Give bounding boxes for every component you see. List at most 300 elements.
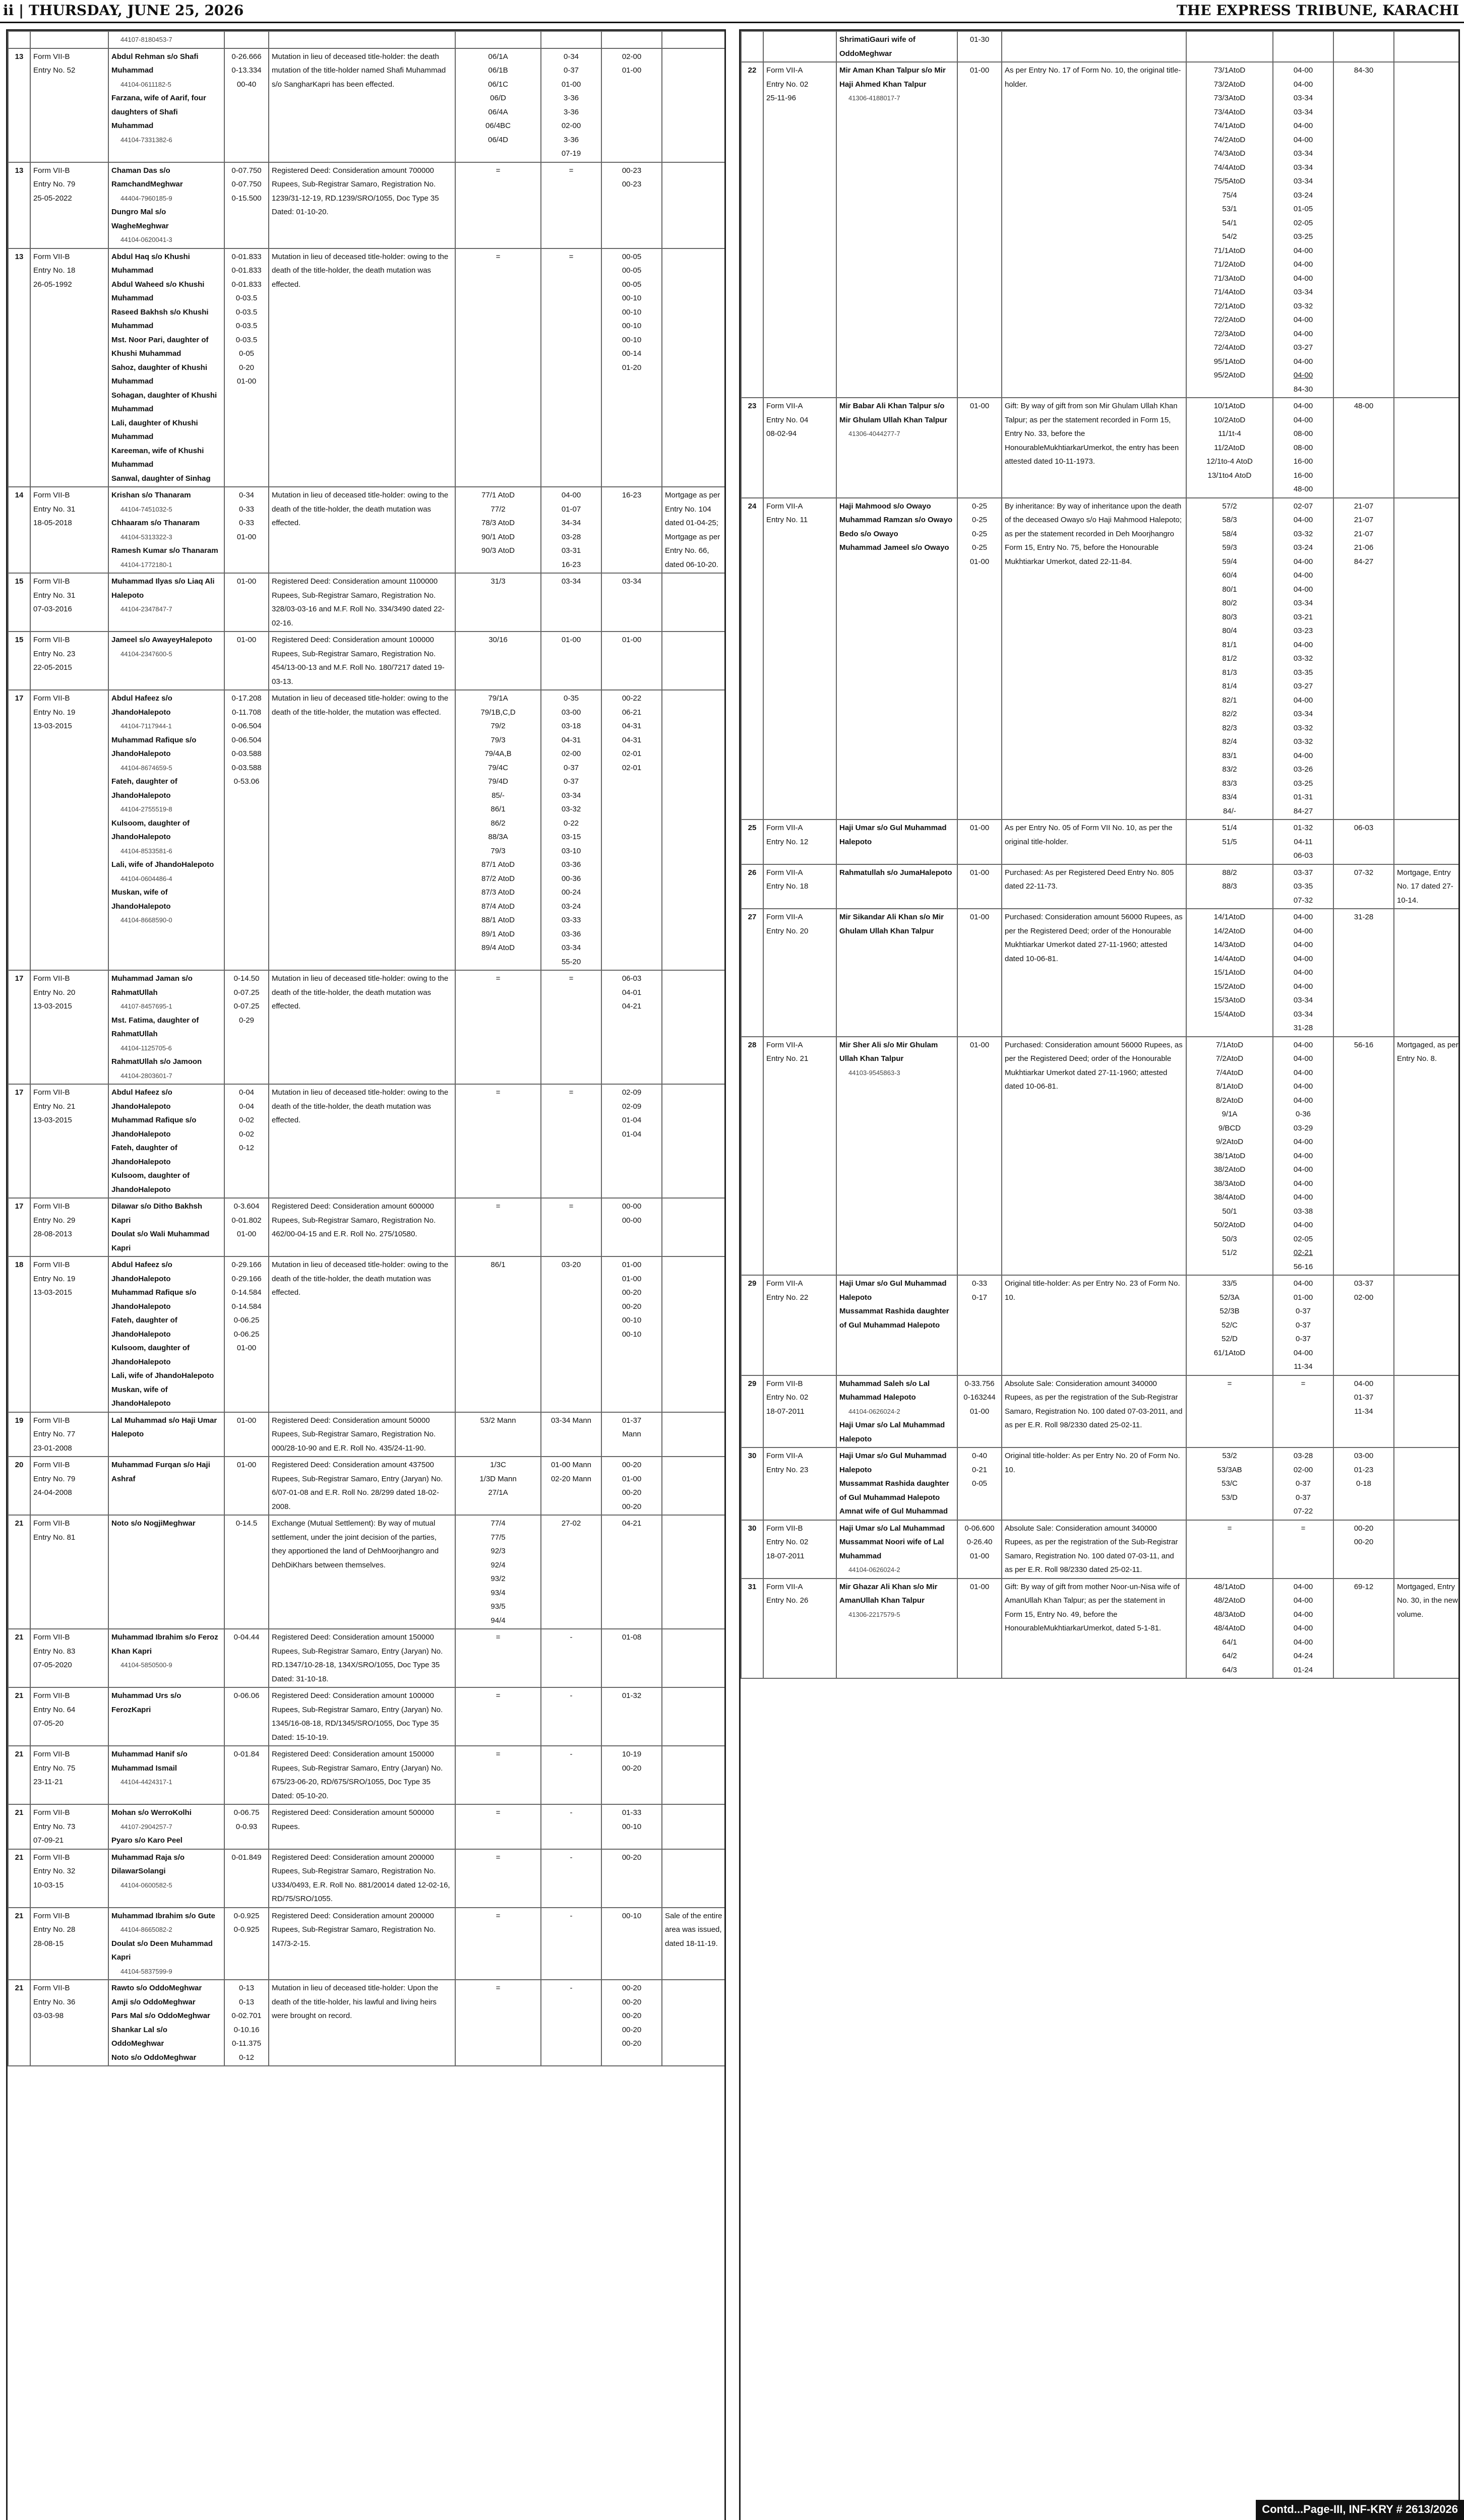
entry-line: 03-03-98 [33, 2011, 64, 2020]
share-value: 01-00 [969, 1407, 990, 1416]
survey-number: 48/1AtoD [1213, 1582, 1246, 1591]
owner-name: Sanwal, daughter of Sinhag [111, 474, 211, 483]
serial-number-cell: 21 [8, 1908, 30, 1980]
page-header [0, 0, 1464, 23]
assessment-value: 01-00 [622, 1474, 642, 1483]
survey-number: 81/4 [1222, 682, 1237, 690]
survey-number: 72/2AtoD [1213, 316, 1246, 324]
entry-line: Entry No. 28 [33, 1925, 76, 1934]
survey-number: 51/2 [1222, 1248, 1237, 1257]
area-value: 08-00 [1293, 443, 1313, 452]
assessment-value: 00-10 [622, 307, 642, 317]
survey-number: 72/4AtoD [1213, 343, 1246, 352]
assessment-value: 48-00 [1354, 402, 1374, 410]
area-value: 01-00 [561, 636, 581, 644]
entry-cell [30, 487, 108, 573]
cnic-number: 44104-5850500-9 [120, 1661, 172, 1669]
assessment-cell [1333, 909, 1394, 1037]
share-cell [957, 1447, 1002, 1520]
share-value: 0-17.208 [231, 694, 262, 703]
share-value: 0-03.5 [235, 335, 258, 344]
entry-line: Entry No. 83 [33, 1647, 76, 1656]
entry-line: Form VII-B [33, 974, 70, 983]
survey-number: 82/2 [1222, 710, 1237, 718]
share-cell [224, 1746, 269, 1804]
share-cell [224, 1687, 269, 1746]
area-value: 03-32 [1293, 737, 1313, 746]
description-cell: Exchange (Mutual Settlement): By way of mutual settlement, under the joint decision of the parties, they apportioned the land of DehMoorjhangro and DehDiKhars between themselves. [269, 1515, 455, 1629]
area-value: 08-00 [1293, 429, 1313, 438]
survey-number: 48/4AtoD [1213, 1624, 1246, 1632]
share-cell [224, 1980, 269, 2066]
share-value: 0-25 [971, 501, 988, 511]
entry-line: 07-05-20 [33, 1719, 64, 1728]
assessment-value: 01-23 [1354, 1465, 1374, 1474]
owner-name: Abdul Hafeez s/o JhandoHalepoto [111, 1088, 172, 1111]
entry-line: 13-03-2015 [33, 1288, 72, 1297]
owner-cell [108, 162, 224, 248]
area-value: 31-28 [1293, 1024, 1313, 1032]
assessment-value: 00-20 [622, 1461, 642, 1469]
record-row [8, 1198, 726, 1256]
serial-number-cell: 17 [8, 690, 30, 970]
share-cell [224, 1256, 269, 1412]
entry-cell [30, 1256, 108, 1412]
area-value: 04-00 [1293, 940, 1313, 949]
serial-number-cell: 24 [741, 498, 763, 820]
assessment-value: 04-21 [622, 1002, 642, 1011]
survey-number: 87/3 AtoD [481, 888, 515, 897]
survey-number: 15/2AtoD [1213, 982, 1246, 991]
area-value: 55-20 [561, 957, 581, 966]
share-value: 0-14.50 [233, 974, 260, 983]
cnic-number: 44104-7331382-6 [120, 136, 172, 144]
description-cell: Original title-holder: As per Entry No. 20 of Form No. 10. [1002, 1447, 1186, 1520]
remarks-cell [1394, 1520, 1460, 1579]
area-value: 3-36 [563, 94, 579, 102]
survey-number: 15/4AtoD [1213, 1010, 1246, 1019]
serial-number-cell: 21 [8, 1849, 30, 1908]
entry-line: Entry No. 20 [33, 988, 76, 997]
share-value: 0-34 [238, 491, 255, 499]
survey-number: 82/4 [1222, 737, 1237, 746]
entry-cell [763, 498, 836, 820]
owner-name: Shankar Lal s/o OddoMeghwar [111, 2025, 167, 2048]
survey-number: 53/3AB [1217, 1465, 1242, 1474]
survey-number: 53/2 Mann [480, 1416, 516, 1425]
owner-name: Bedo s/o Owayo [839, 529, 898, 538]
entry-line: 18-05-2018 [33, 519, 72, 527]
survey-number: 38/1AtoD [1213, 1151, 1246, 1160]
survey-number: 79/3 [491, 846, 506, 855]
survey-number-cell [455, 1256, 541, 1412]
area-value: - [570, 1853, 573, 1862]
survey-number: 84/- [1223, 806, 1236, 815]
share-value: 01-00 [236, 1461, 257, 1469]
assessment-value: 00-20 [1354, 1524, 1374, 1533]
owner-name: Amnat wife of Gul Muhammad [839, 1507, 948, 1516]
area-value: 04-00 [1293, 1348, 1313, 1357]
area-value: = [569, 1088, 574, 1097]
assessment-cell [601, 1746, 662, 1804]
survey-number: 30/16 [489, 636, 508, 644]
survey-number: 31/3 [491, 577, 506, 586]
remarks-cell [662, 1256, 726, 1412]
owner-name: Fateh, daughter of JhandoHalepoto [111, 777, 177, 800]
area-value: 04-00 [1293, 1054, 1313, 1063]
area-cell [541, 1849, 601, 1908]
survey-number: 57/2 [1222, 501, 1237, 511]
area-value: 0-37 [1295, 1320, 1311, 1330]
survey-number: 7/1AtoD [1215, 1040, 1244, 1049]
survey-number: 81/2 [1222, 654, 1237, 663]
share-cell [224, 1198, 269, 1256]
share-cell [224, 48, 269, 162]
area-cell [1273, 1037, 1333, 1276]
area-value: - [570, 1633, 573, 1642]
assessment-cell [601, 1980, 662, 2066]
survey-number: 88/3A [488, 833, 508, 841]
survey-number: 33/5 [1222, 1279, 1237, 1288]
remarks-cell [662, 1980, 726, 2066]
cnic-number: 44104-0600582-5 [120, 1881, 172, 1889]
entry-line: Form VII-B [33, 166, 70, 175]
page-folio-date: ii | THURSDAY, JUNE 25, 2026 [3, 2, 244, 19]
assessment-cell [1333, 498, 1394, 820]
area-value: 03-34 [561, 791, 581, 800]
assessment-value: 11-34 [1354, 1407, 1373, 1416]
area-value: 06-03 [1293, 851, 1313, 860]
cnic-number: 44104-1125705-6 [120, 1044, 172, 1052]
assessment-cell [601, 1457, 662, 1515]
entry-line: Form VII-B [33, 1461, 70, 1469]
assessment-value: 00-20 [622, 1853, 642, 1862]
area-value: 04-00 [1293, 1624, 1313, 1632]
continuation-footer: Contd...Page-III, INF-KRY # 2613/2026 [1256, 2500, 1464, 2520]
cnic-number: 44104-5313322-3 [120, 533, 172, 541]
owner-name: Muhammad Raja s/o DilawarSolangi [111, 1853, 185, 1875]
serial-number-cell: 29 [741, 1275, 763, 1375]
survey-number: 83/2 [1222, 765, 1237, 774]
area-value: 04-00 [1293, 274, 1313, 283]
survey-number: 51/4 [1222, 824, 1237, 832]
description-cell: Registered Deed: Consideration amount 100000 Rupees, Sub-Registrar Samaro, Entry (Jaryan) No. 1345/16-08-18, RD/1345/SRO/1055, Doc Type 35 Dated: 15-10-19. [269, 1687, 455, 1746]
share-value: 0-33.756 [964, 1379, 995, 1388]
entry-line: Form VII-A [766, 1452, 803, 1460]
share-cell [957, 1037, 1002, 1276]
cnic-number: 44104-1772180-1 [120, 560, 172, 569]
right-column [739, 29, 1460, 2520]
entry-cell [30, 1980, 108, 2066]
assessment-cell [601, 487, 662, 573]
share-value: 01-00 [236, 377, 257, 386]
assessment-value: 00-20 [622, 1288, 642, 1297]
area-value: 03-10 [561, 846, 581, 855]
entry-line: Form VII-A [766, 1582, 803, 1591]
assessment-value: 01-00 [622, 1274, 642, 1283]
survey-number: 75/4 [1222, 191, 1237, 200]
area-cell [541, 690, 601, 970]
area-value: 04-00 [1293, 1193, 1313, 1202]
area-value: 04-00 [1293, 640, 1313, 649]
area-value: 04-00 [1293, 329, 1313, 338]
area-cell [1273, 864, 1333, 909]
entry-line: Entry No. 23 [766, 1465, 809, 1474]
assessment-value: 00-10 [622, 294, 642, 302]
share-value: 0-13.334 [231, 66, 262, 75]
record-row [741, 864, 1460, 909]
area-value: 04-00 [1293, 1068, 1313, 1077]
survey-number-cell [1186, 1447, 1273, 1520]
remarks-cell: Mortgage, Entry No. 17 dated 27-10-14. [1394, 864, 1460, 909]
survey-number: 90/1 AtoD [481, 532, 515, 541]
share-value: 01-00 [236, 532, 257, 541]
entry-line: Form VII-A [766, 1040, 803, 1049]
area-value: 03-31 [561, 546, 581, 555]
owner-name: Lali, daughter of Khushi Muhammad [111, 418, 198, 441]
area-value: 04-00 [1293, 557, 1313, 566]
area-value: 04-00 [1293, 954, 1313, 963]
remarks-cell [662, 690, 726, 970]
area-value: 01-00 Mann [551, 1461, 592, 1469]
survey-number: = [496, 1691, 501, 1700]
survey-number-cell [455, 690, 541, 970]
description-cell: Purchased: Consideration amount 56000 Rupees, as per the Registered Deed; order of the Honourable Mukhtiarkar Umerkot dated 27-11-1960; attested dated 10-06-81. [1002, 909, 1186, 1037]
owner-cell [108, 1746, 224, 1804]
area-value: 03-20 [561, 1261, 581, 1269]
assessment-value: 07-32 [1354, 868, 1374, 877]
entry-line: Form VII-B [33, 1519, 70, 1528]
cnic-number: 44104-2755519-8 [120, 805, 172, 813]
share-value: 0-14.584 [231, 1288, 262, 1297]
owner-cell [108, 970, 224, 1084]
survey-number: = [496, 1911, 501, 1920]
survey-number: 83/3 [1222, 779, 1237, 788]
cnic-number: 44104-0626024-2 [848, 1407, 900, 1415]
share-value: 0-07.750 [231, 180, 262, 188]
assessment-cell [601, 1198, 662, 1256]
entry-cell [763, 1520, 836, 1579]
share-value: 01-00 [236, 636, 257, 644]
area-value: 02-00 [1293, 1465, 1313, 1474]
cnic-number: 44104-2347847-7 [120, 605, 172, 613]
survey-number: 1/3D Mann [479, 1474, 517, 1483]
entry-line: Form VII-B [33, 252, 70, 261]
area-cell [541, 48, 601, 162]
entry-line: Entry No. 81 [33, 1533, 76, 1542]
area-value: 04-00 [1293, 402, 1313, 410]
entry-cell [30, 162, 108, 248]
area-value: 04-00 [1293, 516, 1313, 524]
share-value: 0-02.701 [231, 2011, 262, 2020]
survey-number: 27/1A [488, 1488, 508, 1497]
area-value: 84-27 [1293, 806, 1313, 815]
share-value: 0-03.5 [235, 307, 258, 317]
owner-name: RahmatUllah s/o Jamoon [111, 1057, 202, 1066]
area-cell [1273, 909, 1333, 1037]
area-value: 0-37 [1295, 1335, 1311, 1343]
area-value: 07-32 [1293, 896, 1313, 905]
description-cell: Purchased: As per Registered Deed Entry No. 805 dated 22-11-73. [1002, 864, 1186, 909]
entry-cell [763, 909, 836, 1037]
owner-name: Kulsoom, daughter of JhandoHalepoto [111, 818, 190, 841]
survey-number-cell [455, 1980, 541, 2066]
owner-name: Abdul Hafeez s/o JhandoHalepoto [111, 694, 172, 717]
record-row [8, 1457, 726, 1515]
area-value: 04-00 [1293, 1082, 1313, 1091]
owner-cell [108, 1687, 224, 1746]
survey-number: = [496, 1088, 501, 1097]
owner-name: Haji Mahmood s/o Owayo [839, 501, 931, 511]
survey-number: 12/1to-4 AtoD [1206, 457, 1253, 466]
survey-number: 88/2 [1222, 868, 1237, 877]
description-cell: Gift: By way of gift from son Mir Ghulam Ullah Khan Talpur; as per the statement recorded in Form 15, Entry No. 33, before the HonourableMukhtiarkarUmerkot, the entry has been attested dated 10-11-1973. [1002, 398, 1186, 498]
owner-name: Muskan, wife of JhandoHalepoto [111, 888, 171, 911]
assessment-value: 00-00 [622, 1216, 642, 1225]
remarks-cell [662, 573, 726, 632]
area-value: 07-19 [561, 149, 581, 158]
owner-name: Muskan, wife of JhandoHalepoto [111, 1385, 171, 1408]
owner-name: ShrimatiGauri wife of OddoMeghwar [839, 35, 916, 58]
survey-number: 52/C [1222, 1320, 1238, 1330]
share-value: 0-04 [238, 1102, 255, 1111]
record-row [741, 1037, 1460, 1276]
assessment-value: 21-07 [1354, 516, 1374, 524]
owner-name: Ramesh Kumar s/o Thanaram [111, 546, 218, 555]
owner-cell [108, 1198, 224, 1256]
description-cell: Registered Deed: Consideration amount 200000 Rupees, Sub-Registrar Samaro, Registration No. 147/3-2-15. [269, 1908, 455, 1980]
area-value: 56-16 [1293, 1262, 1313, 1271]
serial-number-cell: 23 [741, 398, 763, 498]
survey-number: 11/2AtoD [1214, 443, 1245, 452]
survey-number: = [1227, 1379, 1232, 1388]
owner-name: Doulat s/o Deen Muhammad Kapri [111, 1939, 213, 1962]
share-value: 0-06.25 [233, 1316, 260, 1325]
share-value: 0-0.925 [233, 1925, 260, 1934]
entry-cell [30, 1515, 108, 1629]
survey-number: 38/3AtoD [1213, 1179, 1246, 1188]
survey-number-cell [1186, 1275, 1273, 1375]
owner-name: Abdul Hafeez s/o JhandoHalepoto [111, 1261, 172, 1283]
cnic-number: 44107-8180453-7 [120, 36, 172, 43]
area-value: 04-00 [1293, 1096, 1313, 1105]
share-value: 01-00 [969, 913, 990, 921]
remarks-cell [662, 162, 726, 248]
remarks-cell: Sale of the entire area was issued, dated 18-11-19. [662, 1908, 726, 1980]
assessment-value: 00-05 [622, 280, 642, 289]
survey-number: 9/BCD [1218, 1123, 1241, 1132]
share-value: 0-06.504 [231, 722, 262, 730]
share-value: 01-00 [236, 1230, 257, 1238]
share-value: 0-13 [238, 1997, 255, 2006]
remarks-cell [1394, 62, 1460, 398]
entry-line: Form VII-B [33, 1750, 70, 1758]
entry-line: Form VII-A [766, 868, 803, 877]
entry-line: Entry No. 02 [766, 1393, 809, 1402]
entry-cell [30, 1629, 108, 1687]
cnic-number: 44104-8533581-6 [120, 847, 172, 855]
serial-number-cell: 29 [741, 1375, 763, 1448]
survey-number: 95/1AtoD [1213, 357, 1246, 366]
area-value: 04-00 [1293, 246, 1313, 255]
entry-line: Form VII-B [33, 1984, 70, 1992]
share-value: 0-33 [238, 505, 255, 514]
area-value: 03-34 [1293, 107, 1313, 116]
assessment-cell [1333, 1579, 1394, 1679]
share-cell [957, 1375, 1002, 1448]
assessment-value: 01-00 [622, 66, 642, 75]
remarks-cell [662, 970, 726, 1084]
entry-line: Entry No. 19 [33, 1274, 76, 1283]
assessment-value: 84-27 [1354, 557, 1374, 566]
owner-name: Abdul Waheed s/o Khushi Muhammad [111, 280, 205, 302]
area-value: 00-24 [561, 888, 581, 897]
remarks-cell [662, 48, 726, 162]
entry-line: 13-03-2015 [33, 1002, 72, 1011]
description-cell: Absolute Sale: Consideration amount 340000 Rupees, as per the registration of the Sub-Registrar Samaro, Registration No. 100 dated 07-03-11, and as per E.R. Roll 98/2330 dated 25-02-11. [1002, 1520, 1186, 1579]
area-value: 03-32 [1293, 301, 1313, 310]
remarks-cell: Mortgaged, Entry No. 30, in the new volume. [1394, 1579, 1460, 1679]
remarks-cell [662, 1804, 726, 1849]
owner-cell [836, 1375, 957, 1448]
share-value: 0-21 [971, 1465, 988, 1474]
serial-number-cell: 21 [8, 1746, 30, 1804]
area-value: 02-05 [1293, 218, 1313, 227]
assessment-cell [601, 1412, 662, 1457]
entry-line: Form VII-B [33, 1261, 70, 1269]
cnic-number: 44104-7451032-5 [120, 505, 172, 513]
area-value: 03-15 [561, 833, 581, 841]
share-value: 0-03.5 [235, 322, 258, 330]
share-value: 0-12 [238, 2053, 255, 2062]
assessment-value: 01-20 [622, 363, 642, 372]
share-value: 0-06.06 [233, 1691, 260, 1700]
survey-number-cell [455, 1084, 541, 1198]
owner-cell [836, 909, 957, 1037]
assessment-cell [1333, 62, 1394, 398]
entry-line: 18-07-2011 [766, 1551, 805, 1560]
share-value: 0-04 [238, 1088, 255, 1097]
survey-number: 59/3 [1222, 543, 1237, 552]
serial-number-cell: 30 [741, 1447, 763, 1520]
owner-name: Muhammad Ibrahim s/o Feroz Khan Kapri [111, 1633, 218, 1656]
area-value: 04-31 [561, 735, 581, 744]
share-cell [224, 1457, 269, 1515]
area-value: 04-00 [1293, 1610, 1313, 1619]
owner-name: Mir Sher Ali s/o Mir Ghulam Ullah Khan Talpur [839, 1040, 938, 1063]
survey-number-cell [455, 1804, 541, 1849]
assessment-cell [1333, 864, 1394, 909]
entry-line: Form VII-B [33, 636, 70, 644]
area-cell [541, 632, 601, 690]
serial-number-cell: 21 [8, 1515, 30, 1629]
owner-name: Muhammad Urs s/o FerozKapri [111, 1691, 181, 1714]
assessment-cell [1333, 1037, 1394, 1276]
area-value: 04-00 [1293, 751, 1313, 760]
assessment-value: 03-37 [1354, 1279, 1374, 1288]
survey-number: 52/3B [1219, 1307, 1240, 1315]
share-value: 0-01.833 [231, 252, 262, 261]
entry-line: Entry No. 75 [33, 1763, 76, 1773]
survey-number: 48/2AtoD [1213, 1596, 1246, 1605]
serial-number-cell: 13 [8, 162, 30, 248]
area-value: 03-18 [561, 722, 581, 730]
survey-number: 86/2 [491, 818, 506, 828]
share-cell [224, 1629, 269, 1687]
area-value: 03-32 [1293, 723, 1313, 732]
entry-line: Entry No. 36 [33, 1997, 76, 2006]
owner-name: Raseed Bakhsh s/o Khushi Muhammad [111, 307, 209, 330]
